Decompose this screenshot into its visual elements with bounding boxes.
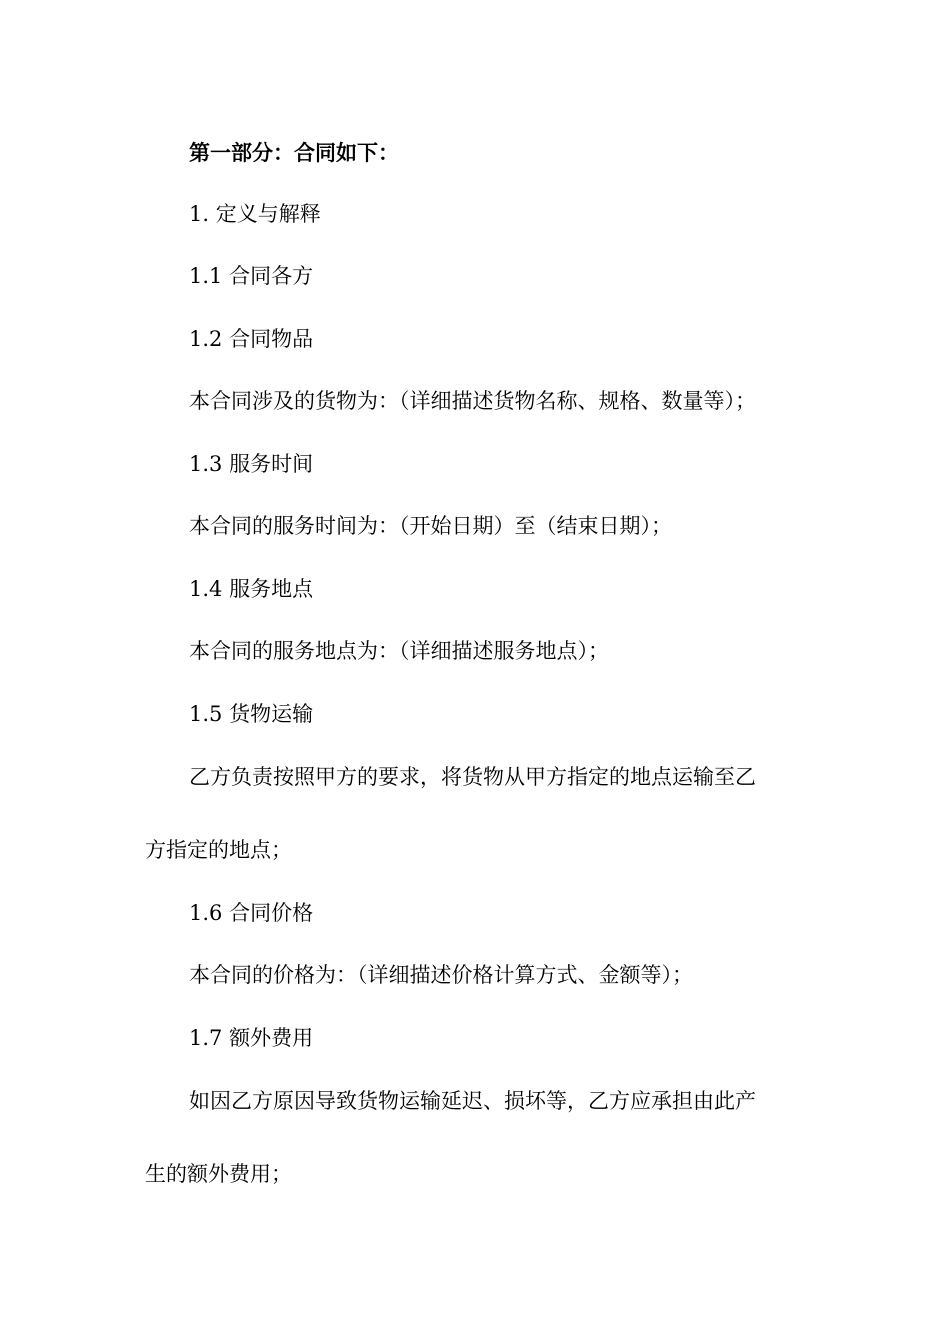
section-1-title: 1. 定义与解释 <box>189 202 321 226</box>
clause-1-7-text-line1: 如因乙方原因导致货物运输延迟、损坏等，乙方应承担由此产 <box>189 1089 756 1113</box>
clause-1-7-title: 1.7 额外费用 <box>189 1026 314 1050</box>
clause-1-3-text: 本合同的服务时间为：（开始日期）至（结束日期）； <box>189 514 672 538</box>
clause-1-3-title: 1.3 服务时间 <box>189 452 314 476</box>
clause-1-6-text: 本合同的价格为：（详细描述价格计算方式、金额等）； <box>189 963 693 987</box>
clause-1-5-text-line1: 乙方负责按照甲方的要求，将货物从甲方指定的地点运输至乙 <box>189 765 756 789</box>
clause-1-4-text: 本合同的服务地点为：（详细描述服务地点）； <box>189 639 609 663</box>
clause-1-5-title: 1.5 货物运输 <box>189 702 314 726</box>
clause-1-5-text-line2: 方指定的地点； <box>145 838 292 862</box>
document-heading: 第一部分：合同如下： <box>189 140 399 165</box>
clause-1-4-title: 1.4 服务地点 <box>189 577 314 601</box>
clause-1-2-title: 1.2 合同物品 <box>189 327 314 351</box>
clause-1-7-text-line2: 生的额外费用； <box>145 1162 292 1186</box>
clause-1-6-title: 1.6 合同价格 <box>189 901 314 925</box>
clause-1-2-text: 本合同涉及的货物为：（详细描述货物名称、规格、数量等）； <box>189 389 756 413</box>
clause-1-1-title: 1.1 合同各方 <box>189 264 314 288</box>
